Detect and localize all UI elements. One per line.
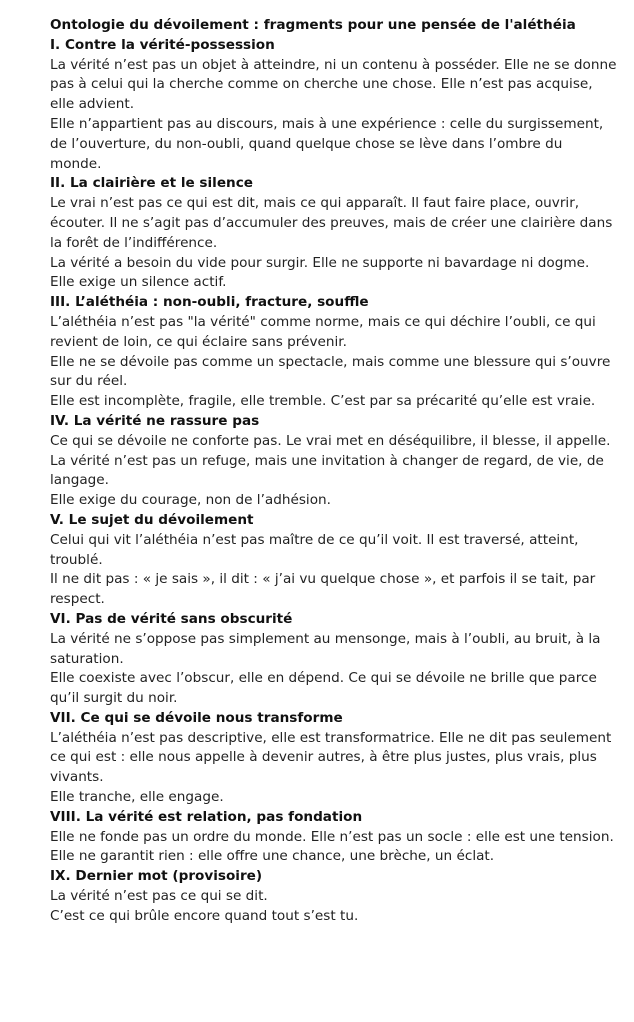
paragraph: Il ne dit pas : « je sais », il dit : « j’ai vu quelque chose », et parfois il se tait, par respect.: [50, 571, 596, 608]
section-7: [50, 709, 618, 808]
section-heading: IX. Dernier mot (provisoire): [50, 868, 263, 885]
section-heading: VIII. La vérité est relation, pas fondation: [50, 808, 363, 825]
section-heading: II. La clairière et le silence: [50, 175, 254, 192]
section-3: [50, 293, 618, 412]
section-4: [50, 412, 618, 511]
paragraph: Elle est incomplète, fragile, elle tremble. C’est par sa précarité qu’elle est vraie.: [50, 393, 596, 410]
paragraph: Elle tranche, elle engage.: [50, 789, 224, 806]
section-9: [50, 867, 618, 926]
section-heading: IV. La vérité ne rassure pas: [50, 412, 260, 429]
paragraph: La vérité n’est pas un objet à atteindre, ni un contenu à posséder. Elle ne se donne pas à celui qui la cherche comme on cherche une chose. Elle n’est pas acquise, elle advient.: [50, 56, 617, 113]
section-1: [50, 36, 618, 175]
paragraph: Celui qui vit l’aléthéia n’est pas maître de ce qu’il voit. Il est traversé, atteint, troublé.: [50, 531, 579, 568]
paragraph: Elle n’appartient pas au discours, mais à une expérience : celle du surgissement, de l’ouverture, du non-oubli, quand quelque chose se lève dans l’ombre du monde.: [50, 115, 604, 172]
section-heading: I. Contre la vérité-possession: [50, 36, 275, 53]
paragraph: Le vrai n’est pas ce qui est dit, mais ce qui apparaît. Il faut faire place, ouvrir, écouter. Il ne s’agit pas d’accumuler des preuves, mais de créer une clairière dans la forêt de l’indifférence.: [50, 195, 613, 251]
paragraph: Ce qui se dévoile ne conforte pas. Le vrai met en déséquilibre, il blesse, il appelle.: [50, 432, 611, 449]
section-8: [50, 808, 618, 867]
section-5: [50, 511, 618, 610]
paragraph: C’est ce qui brûle encore quand tout s’est tu.: [50, 907, 359, 924]
section-heading: VII. Ce qui se dévoile nous transforme: [50, 709, 343, 726]
section-heading: III. L’aléthéia : non-oubli, fracture, souffle: [50, 294, 369, 311]
paragraph: Elle ne garantit rien : elle offre une chance, une brèche, un éclat.: [50, 848, 495, 865]
paragraph: L’aléthéia n’est pas "la vérité" comme norme, mais ce qui déchire l’oubli, ce qui revient de loin, ce qui éclaire sans prévenir.: [50, 313, 596, 350]
paragraph: Elle exige du courage, non de l’adhésion.: [50, 492, 331, 509]
section-heading: V. Le sujet du dévoilement: [50, 511, 254, 528]
section-heading: VI. Pas de vérité sans obscurité: [50, 610, 293, 627]
paragraph: Elle ne fonde pas un ordre du monde. Elle n’est pas un socle : elle est une tension.: [50, 828, 614, 845]
paragraph: La vérité a besoin du vide pour surgir. Elle ne supporte ni bavardage ni dogme. Elle exige un silence actif.: [50, 254, 590, 291]
paragraph: La vérité ne s’oppose pas simplement au mensonge, mais à l’oubli, au bruit, à la saturation.: [50, 630, 601, 667]
document-body: [50, 16, 618, 927]
paragraph: La vérité n’est pas un refuge, mais une invitation à changer de regard, de vie, de langage.: [50, 452, 604, 489]
paragraph: L’aléthéia n’est pas descriptive, elle est transformatrice. Elle ne dit pas seulement ce qui est : elle nous appelle à devenir autres, à être plus justes, plus vrais, plus vivants.: [50, 729, 612, 786]
section-6: [50, 610, 618, 709]
paragraph: Elle coexiste avec l’obscur, elle en dépend. Ce qui se dévoile ne brille que parce qu’il surgit du noir.: [50, 670, 597, 707]
paragraph: Elle ne se dévoile pas comme un spectacle, mais comme une blessure qui s’ouvre sur du réel.: [50, 353, 611, 390]
paragraph: La vérité n’est pas ce qui se dit.: [50, 888, 268, 905]
section-2: [50, 174, 618, 293]
page-title: Ontologie du dévoilement : fragments pour une pensée de l'aléthéia: [50, 17, 576, 33]
